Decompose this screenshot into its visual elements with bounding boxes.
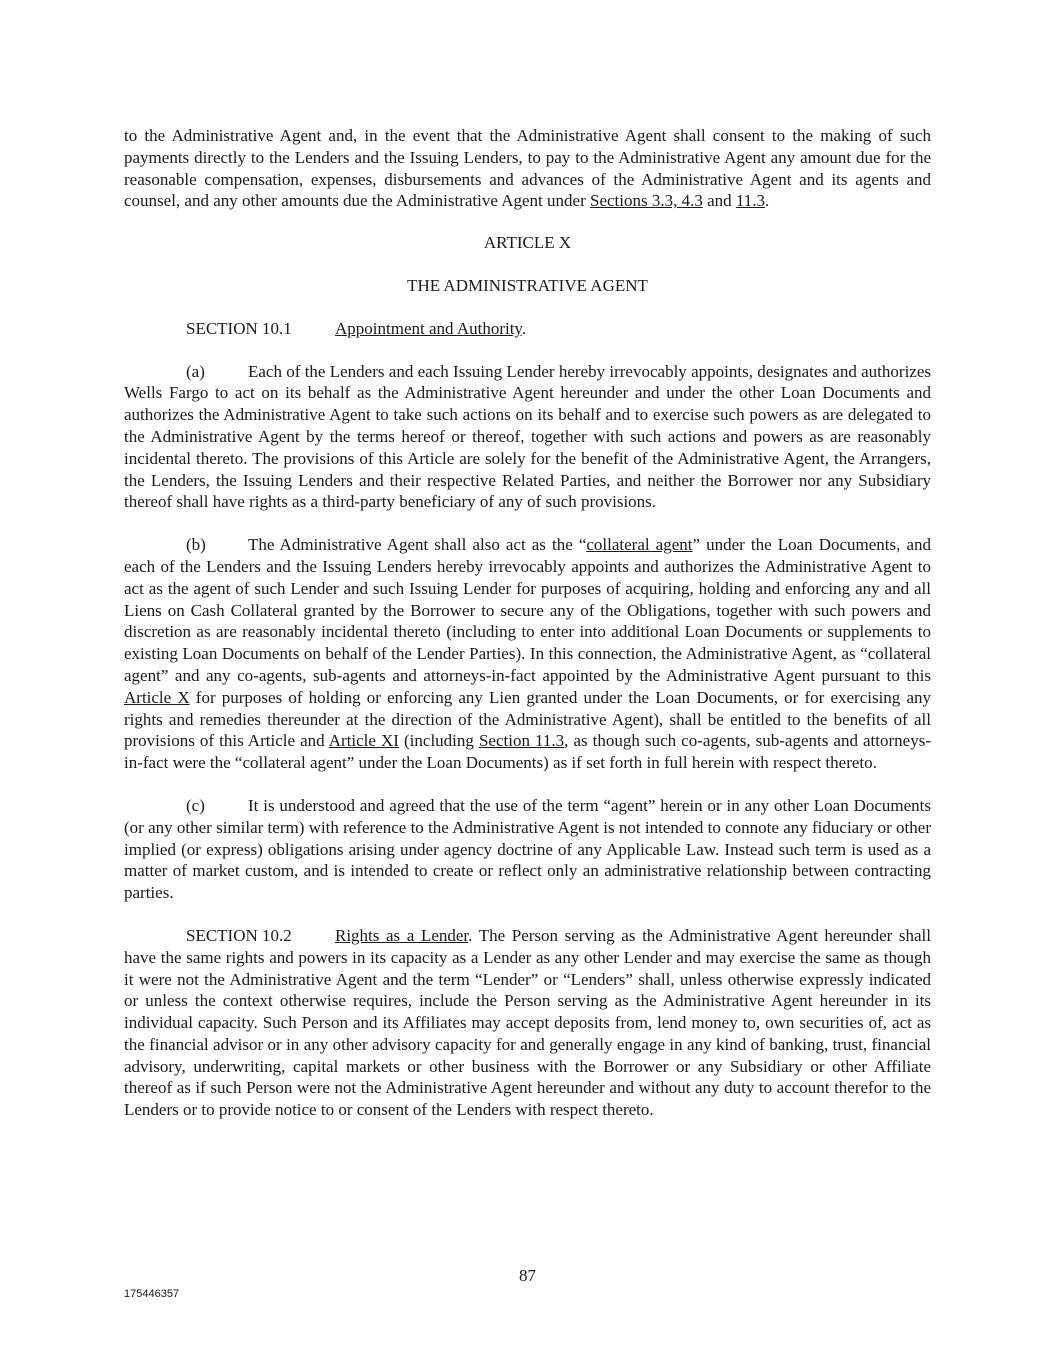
document-id: 175446357	[124, 1288, 180, 1300]
article-number: ARTICLE X	[483, 233, 572, 253]
section-10-2-text: . The Person serving as the Administrative Agent hereunder shall have the same rights and powers in its capacity as a Lender as any other Lender and may exercise the same as though it were not the Administrative Agent and the term “Lender” or “Lenders” shall, unless otherwise expressly indicated or unless the context otherwise requires, include the Person serving as the Administrative Agent hereunder in its individual capacity. Such Person and its Affiliates may accept deposits from, lend money to, own securities of, act as the financial advisor or in any other advisory capacity for and generally engage in any kind of banking, trust, financial advisory, underwriting, capital markets or other business with the Borrower or any Subsidiary or other Affiliate thereof as if such Person were not the Administrative Agent hereunder and without any duty to account therefor to the Lenders or to provide notice to or consent of the Lenders with respect thereto.	[124, 925, 932, 1120]
section-10-1-paragraph-c	[124, 795, 931, 904]
section-10-2-paragraph	[124, 925, 931, 1121]
document-page	[124, 125, 931, 1121]
paragraph-a-text: Each of the Lenders and each Issuing Lender hereby irrevocably appoints, designates and authorizes Wells Fargo to act on its behalf as the Administrative Agent hereunder and under the other Loan Documents and authorizes the Administrative Agent to take such actions on its behalf and to exercise such powers as are delegated to the Administrative Agent by the terms hereof or thereof, together with such actions and powers as are reasonably incidental thereto. The provisions of this Article are solely for the benefit of the Administrative Agent, the Arrangers, the Lenders, the Issuing Lenders and their respective Related Parties, and neither the Borrower nor any Subsidiary thereof shall have rights as a third-party beneficiary of any of such provisions.	[124, 361, 931, 512]
section-10-1-label: SECTION 10.1	[186, 318, 292, 338]
section-10-1-paragraph-b: (b) The Administrative Agent shall also act as the “collateral agent” under the Loan Documents, and each of the Lenders and the Issuing Lenders hereby irrevocably appoints and authorizes the Administrative Agent to act as the agent of such Lender and such Issuing Lender for purposes of acquiring, holding and enforcing any and all Liens on Cash Collateral granted by the Borrower to secure any of the Obligations, together with such powers and discretion as are reasonably incidental thereto (including to enter into additional Loan Documents or supplements to existing Loan Documents on behalf of the Lender Parties). In this connection, the Administrative Agent, as “collateral agent” and any co-agents, sub-agents and attorneys-in-fact appointed by the Administrative Agent pursuant to this Article X for purposes of holding or enforcing any Lien granted under the Loan Documents, or for exercising any rights and remedies thereunder at the direction of the Administrative Agent), shall be entitled to the benefits of all provisions of this Article and Article XI (including Section 11.3, as though such co-agents, sub-agents and attorneys-in-fact were the “collateral agent” under the Loan Documents) as if set forth in full herein with respect thereto.	[124, 535, 932, 773]
section-11-3-reference: 11.3	[735, 191, 766, 211]
collateral-agent-term: collateral agent	[586, 535, 693, 555]
article-x-reference: Article X	[124, 687, 190, 707]
article-xi-reference: Article XI	[328, 731, 399, 751]
paragraph-a-marker: (a)	[186, 361, 205, 381]
page-number: 87	[519, 1266, 536, 1285]
paragraph-b-marker: (b)	[186, 535, 206, 555]
section-11-3-inline-reference: Section 11.3	[478, 731, 565, 751]
sections-3-3-4-3-reference: Sections 3.3, 4.3	[589, 191, 703, 211]
section-10-1-paragraph-a	[124, 361, 931, 514]
section-10-2-title: Rights as a Lender	[335, 925, 469, 945]
section-10-1-heading: SECTION 10.1 Appointment and Authority.	[186, 318, 527, 338]
section-10-1-title: Appointment and Authority	[335, 318, 522, 338]
paragraph-c-text: It is understood and agreed that the use of the term “agent” herein or in any other Loan Documents (or any other similar term) with reference to the Administrative Agent is not intended to connote any fiduciary or other implied (or express) obligations arising under agency doctrine of any Applicable Law. Instead such term is used as a matter of market custom, and is intended to create or reflect only an administrative relationship between contracting parties.	[124, 795, 931, 903]
section-10-2-label: SECTION 10.2	[186, 925, 292, 945]
continuation-paragraph: to the Administrative Agent and, in the event that the Administrative Agent shall consent to the making of such payments directly to the Lenders and the Issuing Lenders, to pay to the Administrative Agent any amount due for the reasonable compensation, expenses, disbursements and advances of the Administrative Agent and its agents and counsel, and any other amounts due the Administrative Agent under Sections 3.3, 4.3 and 11.3.	[124, 126, 931, 211]
article-title: THE ADMINISTRATIVE AGENT	[407, 275, 648, 295]
paragraph-c-marker: (c)	[186, 795, 205, 815]
